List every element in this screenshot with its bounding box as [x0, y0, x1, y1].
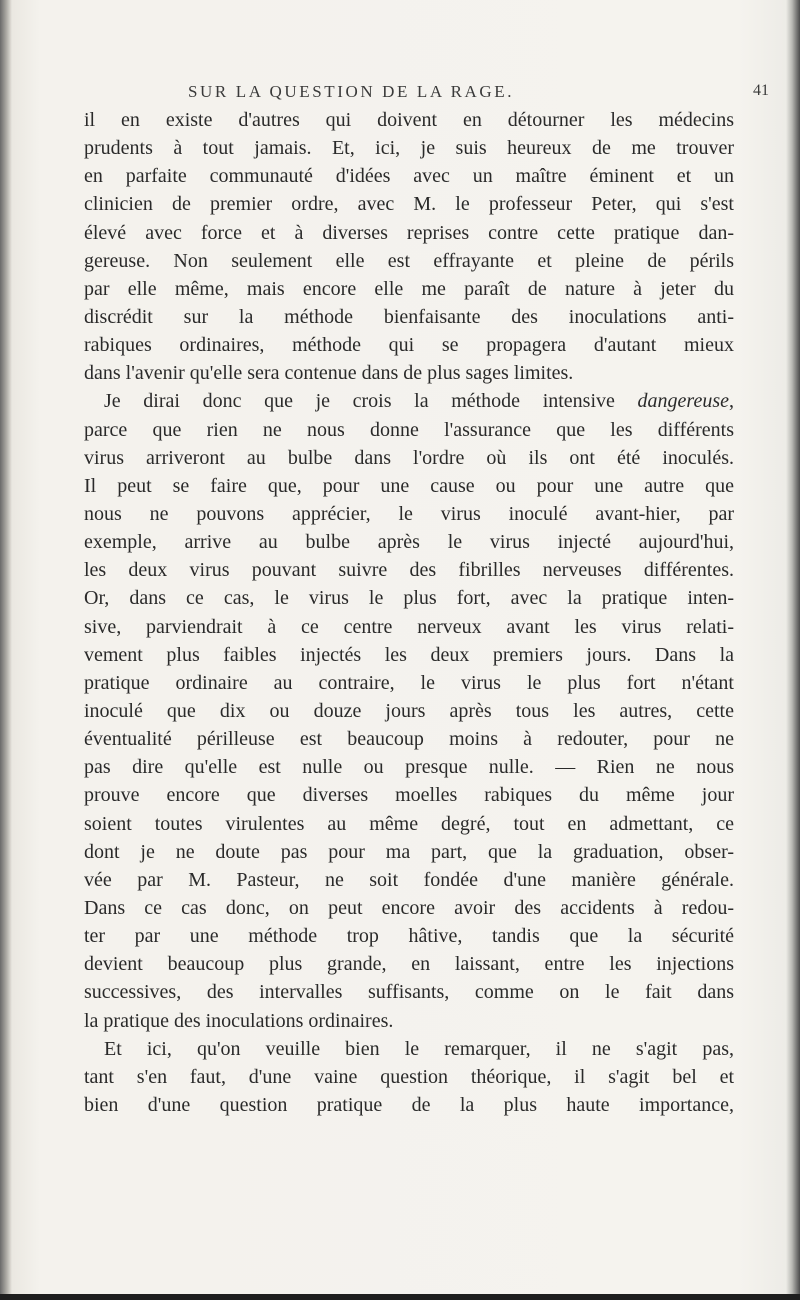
text-line: par elle même, mais encore elle me paraît de nature à jeter du — [84, 277, 734, 300]
text-line: soient toutes virulentes au même degré, tout en admettant, ce — [84, 812, 734, 835]
text-line: éventualité périlleuse est beaucoup moins à redouter, pour ne — [84, 728, 734, 751]
text-segment: , — [729, 390, 734, 413]
text-line: prudents à tout jamais. Et, ici, je suis heureux de me trouver — [84, 137, 734, 160]
text-line: nous ne pouvons apprécier, le virus inoculé avant-hier, par — [84, 502, 734, 525]
text-line: prouve encore que diverses moelles rabiques du même jour — [84, 784, 734, 807]
page-right-edge — [786, 0, 800, 1300]
text-line: dans l'avenir qu'elle sera contenue dans de plus sages limites. — [84, 362, 574, 385]
text-line: bien d'une question pratique de la plus haute importance, — [84, 1093, 734, 1116]
text-line: élevé avec force et à diverses reprises contre cette pratique dan- — [84, 221, 734, 244]
text-line: rabiques ordinaires, méthode qui se propagera d'autant mieux — [84, 334, 734, 357]
text-line: la pratique des inoculations ordinaires. — [84, 1009, 394, 1032]
page-bottom-edge — [0, 1294, 800, 1300]
page-number: 41 — [753, 82, 769, 99]
running-header: SUR LA QUESTION DE LA RAGE. — [188, 82, 515, 101]
text-line: ter par une méthode trop hâtive, tandis que la sécurité — [84, 925, 734, 948]
text-line: il en existe d'autres qui doivent en détourner les médecins — [84, 109, 734, 131]
text-line: Or, dans ce cas, le virus le plus fort, avec la pratique inten- — [84, 587, 734, 610]
text-line: pratique ordinaire au contraire, le virus le plus fort n'étant — [84, 671, 734, 694]
text-line: en parfaite communauté d'idées avec un maître éminent et un — [84, 165, 734, 188]
text-line: discrédit sur la méthode bienfaisante des inoculations anti- — [84, 305, 734, 328]
text-line: Et ici, qu'on veuille bien le remarquer, il ne s'agit pas, — [104, 1037, 734, 1060]
text-line: vement plus faibles injectés les deux premiers jours. Dans la — [84, 643, 734, 666]
text-line: virus arriveront au bulbe dans l'ordre où ils ont été inoculés. — [84, 446, 734, 469]
text-line: les deux virus pouvant suivre des fibrilles nerveuses différentes. — [84, 559, 734, 582]
page-gutter-shadow — [0, 0, 12, 1300]
text-line: Il peut se faire que, pour une cause ou pour une autre que — [84, 474, 734, 497]
text-line: Dans ce cas donc, on peut encore avoir des accidents à redou- — [84, 896, 734, 919]
text-line: clinicien de premier ordre, avec M. le professeur Peter, qui s'est — [84, 193, 734, 216]
text-line: vée par M. Pasteur, ne soit fondée d'une manière générale. — [84, 868, 734, 891]
text-line: parce que rien ne nous donne l'assurance que les différents — [84, 418, 734, 441]
text-line: tant s'en faut, d'une vaine question théorique, il s'agit bel et — [84, 1065, 734, 1088]
text-line: successives, des intervalles suffisants, comme on le fait dans — [84, 981, 734, 1004]
text-line: gereuse. Non seulement elle est effrayante et pleine de périls — [84, 249, 734, 272]
text-line: pas dire qu'elle est nulle ou presque nulle. — Rien ne nous — [84, 756, 734, 779]
text-line: dont je ne doute pas pour ma part, que la graduation, obser- — [84, 840, 734, 863]
text-line: sive, parviendrait à ce centre nerveux avant les virus relati- — [84, 615, 734, 638]
text-line: exemple, arrive au bulbe après le virus injecté aujourd'hui, — [84, 531, 734, 554]
text-line: inoculé que dix ou douze jours après tous les autres, cette — [84, 699, 734, 722]
text-line — [84, 387, 734, 415]
body-text — [84, 106, 734, 1119]
emphasized-word: dangereuse — [637, 390, 729, 413]
text-line: devient beaucoup plus grande, en laissant, entre les injections — [84, 953, 734, 976]
text-segment: Je dirai donc que je crois la méthode intensive — [104, 390, 638, 413]
